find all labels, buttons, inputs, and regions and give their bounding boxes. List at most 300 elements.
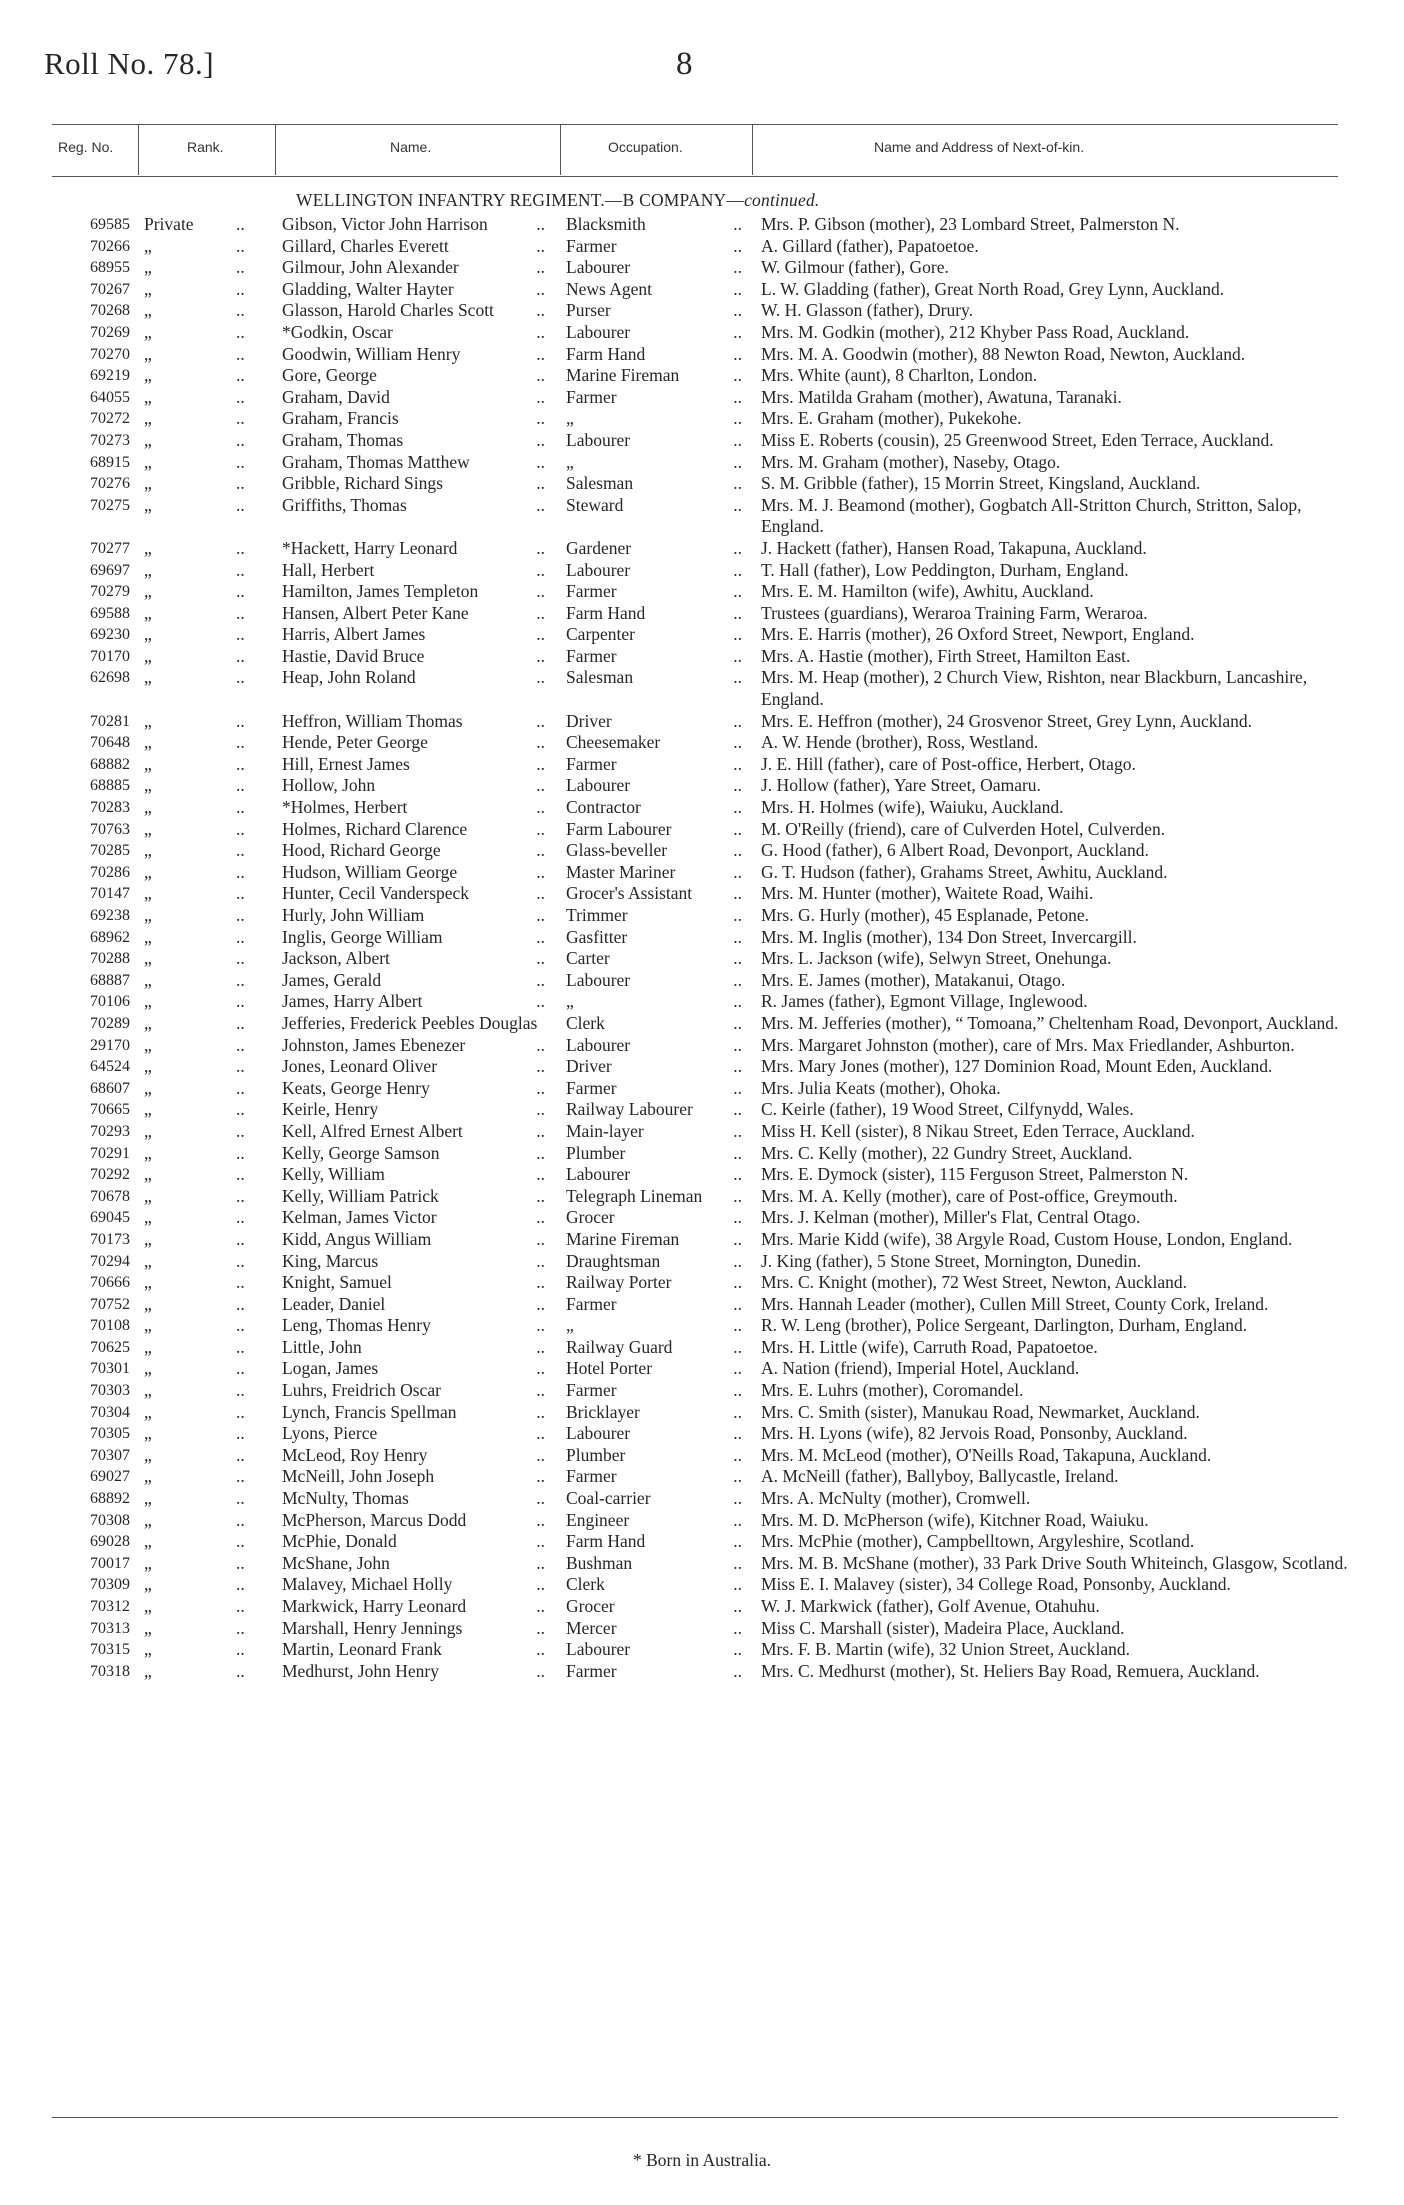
- leader-dots: [469, 603, 555, 625]
- rank-cell: [134, 1358, 277, 1380]
- soldier-name: Gribble, Richard Sings: [282, 473, 443, 494]
- soldier-name-cell: [277, 408, 561, 430]
- reg-number: 70170: [90, 647, 130, 665]
- reg-number: 70315: [90, 1641, 130, 1659]
- soldier-name: Kelly, William: [282, 1164, 385, 1185]
- occupation: „: [566, 408, 574, 429]
- rank-cell: [134, 365, 277, 387]
- leader-dots: ..: [236, 883, 245, 904]
- rank-cell: [134, 538, 277, 560]
- soldier-name-cell: [277, 300, 561, 322]
- reg-number: 68882: [90, 755, 130, 773]
- soldier-name-cell: [277, 1337, 561, 1359]
- leader-dots: [652, 1358, 752, 1380]
- leader-dots: [425, 624, 555, 646]
- next-of-kin: Mrs. M. J. Beamond (mother), Gogbatch All-Stritton Church, Stritton, Salop, England.: [761, 494, 1302, 537]
- occupation: Farmer: [566, 1077, 617, 1098]
- reg-number: 70147: [90, 885, 130, 903]
- soldier-name-cell: [277, 257, 561, 279]
- next-of-kin: Mrs. White (aunt), 8 Charlton, London.: [761, 365, 1038, 386]
- reg-number: 70270: [90, 345, 130, 363]
- rank: „: [144, 1531, 152, 1552]
- occupation-cell: [561, 538, 752, 560]
- reg-number: 70665: [90, 1101, 130, 1119]
- rank-cell: [134, 667, 277, 710]
- soldier-name: Graham, Francis: [282, 408, 399, 429]
- occupation: Labourer: [566, 321, 631, 342]
- next-of-kin: S. M. Gribble (father), 15 Morrin Street, Kingsland, Auckland.: [761, 473, 1201, 494]
- occupation-cell: [561, 797, 752, 819]
- soldier-name: Hollow, John: [282, 775, 376, 796]
- soldier-name: Hill, Ernest James: [282, 753, 410, 774]
- occupation-cell: [561, 840, 752, 862]
- leader-dots: ..: [236, 429, 245, 450]
- occupation: Master Mariner: [566, 861, 676, 882]
- occupation: Labourer: [566, 1639, 631, 1660]
- leader-dots: [617, 1078, 752, 1100]
- table-row: [0, 1574, 1404, 1596]
- occupation: Telegraph Lineman: [566, 1185, 703, 1206]
- leader-dots: [617, 1294, 752, 1316]
- leader-dots: [633, 473, 752, 495]
- table-row: [0, 1078, 1404, 1100]
- reg-number: 70293: [90, 1122, 130, 1140]
- leader-dots: ..: [236, 1272, 245, 1293]
- occupation-cell: [561, 1423, 752, 1445]
- reg-number: 70307: [90, 1446, 130, 1464]
- reg-number: 69588: [90, 604, 130, 622]
- rank: Private: [144, 214, 194, 234]
- leader-dots: [390, 1553, 555, 1575]
- occupation-cell: [561, 430, 752, 452]
- next-of-kin: J. Hackett (father), Hansen Road, Takapuna, Auckland.: [761, 537, 1147, 558]
- soldier-name-cell: [277, 322, 561, 344]
- soldier-name-cell: [277, 1099, 561, 1121]
- occupation-cell: [561, 322, 752, 344]
- reg-number: 64524: [90, 1058, 130, 1076]
- occupation-cell: [561, 300, 752, 322]
- reg-number: 70108: [90, 1317, 130, 1335]
- soldier-name: Little, John: [282, 1336, 362, 1357]
- table-row: [0, 948, 1404, 970]
- occupation: Plumber: [566, 1142, 626, 1163]
- next-of-kin: A. McNeill (father), Ballyboy, Ballycastle, Ireland.: [761, 1466, 1119, 1487]
- rank: „: [144, 559, 152, 580]
- soldier-name-cell: [277, 1229, 561, 1251]
- occupation: Steward: [566, 494, 624, 515]
- table-row: [0, 387, 1404, 409]
- leader-dots: ..: [236, 1207, 245, 1228]
- table-row: [0, 214, 1404, 236]
- occupation: Farmer: [566, 753, 617, 774]
- reg-number: 64055: [90, 388, 130, 406]
- next-of-kin: Mrs. H. Little (wife), Carruth Road, Papatoetoe.: [761, 1336, 1098, 1357]
- reg-number: 70313: [90, 1619, 130, 1637]
- rank-cell: [134, 1553, 277, 1575]
- reg-number: 70289: [90, 1014, 130, 1032]
- leader-dots: [693, 1099, 752, 1121]
- occupation-cell: [561, 775, 752, 797]
- soldier-name: Gilmour, John Alexander: [282, 257, 459, 278]
- leader-dots: ..: [236, 775, 245, 796]
- reg-number: 70276: [90, 475, 130, 493]
- soldier-name-cell: [277, 711, 561, 733]
- rank: „: [144, 710, 152, 731]
- rank-cell: [134, 1186, 277, 1208]
- occupation: Mercer: [566, 1617, 617, 1638]
- next-of-kin: Mrs. C. Kelly (mother), 22 Gundry Street, Auckland.: [761, 1142, 1133, 1163]
- occupation-cell: [561, 754, 752, 776]
- soldier-name-cell: [277, 581, 561, 603]
- leader-dots: [416, 667, 555, 689]
- occupation-cell: [561, 711, 752, 733]
- occupation-cell: [561, 1510, 752, 1532]
- leader-dots: ..: [236, 1077, 245, 1098]
- next-of-kin: Trustees (guardians), Weraroa Training Farm, Weraroa.: [761, 602, 1148, 623]
- leader-dots: [437, 1207, 555, 1229]
- leader-dots: [381, 970, 555, 992]
- rank-cell: [134, 1639, 277, 1661]
- soldier-name-cell: [277, 1423, 561, 1445]
- rank-cell: [134, 495, 277, 538]
- reg-number: 70304: [90, 1403, 130, 1421]
- reg-number: 70269: [90, 323, 130, 341]
- leader-dots: [615, 1596, 752, 1618]
- reg-number: 70277: [90, 539, 130, 557]
- occupation: Blacksmith: [566, 214, 646, 234]
- soldier-name-cell: [277, 452, 561, 474]
- table-row: [0, 667, 1404, 710]
- next-of-kin: Mrs. P. Gibson (mother), 23 Lombard Street, Palmerston N.: [761, 214, 1180, 234]
- leader-dots: ..: [236, 473, 245, 494]
- leader-dots: [671, 819, 752, 841]
- table-row: [0, 991, 1404, 1013]
- next-of-kin: J. E. Hill (father), care of Post-office, Herbert, Otago.: [761, 753, 1136, 774]
- occupation-cell: [561, 1229, 752, 1251]
- occupation-cell: [561, 1099, 752, 1121]
- next-of-kin: Mrs. H. Lyons (wife), 82 Jervois Road, Ponsonby, Auckland.: [761, 1423, 1188, 1444]
- occupation: Glass-beveller: [566, 840, 668, 861]
- section-suffix: continued.: [744, 190, 820, 210]
- rank-cell: [134, 1294, 277, 1316]
- occupation: Bricklayer: [566, 1401, 640, 1422]
- soldier-name: Knight, Samuel: [282, 1272, 392, 1293]
- table-row: [0, 1553, 1404, 1575]
- next-of-kin: R. W. Leng (brother), Police Sergeant, Darlington, Durham, England.: [761, 1315, 1248, 1336]
- occupation: Cheesemaker: [566, 732, 661, 753]
- next-of-kin: Mrs. E. M. Hamilton (wife), Awhitu, Auckland.: [761, 581, 1094, 602]
- rank-cell: [134, 1229, 277, 1251]
- soldier-name-cell: [277, 473, 561, 495]
- soldier-name: Griffiths, Thomas: [282, 494, 407, 515]
- rank: „: [144, 1207, 152, 1228]
- occupation: Railway Labourer: [566, 1099, 693, 1120]
- rank-cell: [134, 905, 277, 927]
- leader-dots: ..: [236, 408, 245, 429]
- leader-dots: [385, 1164, 555, 1186]
- soldier-name: Holmes, Richard Clarence: [282, 818, 468, 839]
- soldier-name: Martin, Leonard Frank: [282, 1639, 442, 1660]
- rank: „: [144, 991, 152, 1012]
- soldier-name-cell: [277, 1466, 561, 1488]
- leader-dots: ..: [236, 1336, 245, 1357]
- leader-dots: ..: [236, 581, 245, 602]
- occupation: Railway Guard: [566, 1336, 673, 1357]
- table-row: [0, 1358, 1404, 1380]
- soldier-name: Inglis, George William: [282, 926, 443, 947]
- leader-dots: [631, 538, 752, 560]
- rank: „: [144, 1509, 152, 1530]
- table-row: [0, 257, 1404, 279]
- column-divider: [275, 124, 276, 175]
- table-row: [0, 1143, 1404, 1165]
- next-of-kin: Mrs. M. A. Kelly (mother), care of Post-office, Greymouth.: [761, 1185, 1178, 1206]
- table-row: [0, 1056, 1404, 1078]
- leader-dots: [431, 1315, 555, 1337]
- soldier-name: Graham, David: [282, 386, 390, 407]
- soldier-name: Jackson, Albert: [282, 948, 390, 969]
- next-of-kin: Mrs. L. Jackson (wife), Selwyn Street, Onehunga.: [761, 948, 1112, 969]
- next-of-kin: Mrs. M. McLeod (mother), O'Neills Road, Takapuna, Auckland.: [761, 1444, 1212, 1465]
- occupation-cell: [561, 883, 752, 905]
- rank-cell: [134, 1510, 277, 1532]
- leader-dots: ..: [236, 905, 245, 925]
- leader-dots: [424, 646, 555, 668]
- rank: „: [144, 1336, 152, 1357]
- leader-dots: [377, 1423, 555, 1445]
- occupation: Clerk: [566, 1574, 605, 1595]
- leader-dots: [651, 1488, 752, 1510]
- occupation-cell: [561, 495, 752, 538]
- soldier-name-cell: [277, 1596, 561, 1618]
- soldier-name: Glasson, Harold Charles Scott: [282, 300, 494, 321]
- leader-dots: [667, 840, 752, 862]
- rank: „: [144, 1056, 152, 1077]
- soldier-name-cell: [277, 775, 561, 797]
- soldier-name-cell: [277, 538, 561, 560]
- rank-cell: [134, 430, 277, 452]
- rank: „: [144, 1272, 152, 1293]
- occupation: Labourer: [566, 257, 631, 278]
- soldier-name: Hansen, Albert Peter Kane: [282, 602, 469, 623]
- leader-dots: [437, 1056, 555, 1078]
- soldier-name: James, Harry Albert: [282, 991, 423, 1012]
- rank: „: [144, 969, 152, 990]
- leader-dots: [702, 1186, 752, 1208]
- occupation-cell: [561, 862, 752, 884]
- occupation-cell: [561, 646, 752, 668]
- rank-cell: [134, 214, 277, 236]
- next-of-kin: Mrs. E. James (mother), Matakanui, Otago.: [761, 969, 1066, 990]
- bottom-rule: [52, 2117, 1338, 2118]
- soldier-name-cell: [277, 1121, 561, 1143]
- soldier-name-cell: [277, 862, 561, 884]
- occupation-cell: [561, 1056, 752, 1078]
- leader-dots: [605, 1013, 752, 1035]
- column-divider: [138, 124, 139, 175]
- next-of-kin: Mrs. McPhie (mother), Campbelltown, Argyleshire, Scotland.: [761, 1531, 1195, 1552]
- leader-dots: ..: [236, 1488, 245, 1509]
- soldier-name-cell: [277, 1531, 561, 1553]
- soldier-name-cell: [277, 991, 561, 1013]
- soldier-name: *Godkin, Oscar: [282, 321, 393, 342]
- leader-dots: [630, 322, 752, 344]
- occupation-cell: [561, 1207, 752, 1229]
- next-of-kin: Mrs. M. B. McShane (mother), 33 Park Drive South Whiteinch, Glasgow, Scotland.: [761, 1552, 1348, 1573]
- occupation: Farmer: [566, 645, 617, 666]
- soldier-name-cell: [277, 603, 561, 625]
- leader-dots: [430, 1078, 555, 1100]
- rank-cell: [134, 948, 277, 970]
- reg-number: 70625: [90, 1338, 130, 1356]
- soldier-name-cell: [277, 646, 561, 668]
- occupation-cell: [561, 1445, 752, 1467]
- table-row: [0, 430, 1404, 452]
- table-row: [0, 1661, 1404, 1683]
- table-row: [0, 840, 1404, 862]
- leader-dots: ..: [236, 732, 245, 753]
- leader-dots: ..: [236, 235, 245, 256]
- soldier-name-cell: [277, 754, 561, 776]
- rank-cell: [134, 1207, 277, 1229]
- soldier-name-cell: [277, 1618, 561, 1640]
- soldier-name-cell: [277, 1380, 561, 1402]
- next-of-kin: Mrs. E. Harris (mother), 26 Oxford Street, Newport, England.: [761, 624, 1195, 645]
- occupation-cell: [561, 1078, 752, 1100]
- table-row: [0, 1186, 1404, 1208]
- soldier-name-cell: [277, 214, 561, 236]
- soldier-name: McPherson, Marcus Dodd: [282, 1509, 467, 1530]
- soldier-name: Logan, James: [282, 1358, 379, 1379]
- reg-number: 70678: [90, 1187, 130, 1205]
- leader-dots: [442, 1639, 555, 1661]
- occupation: Engineer: [566, 1509, 630, 1530]
- leader-dots: [431, 1229, 555, 1251]
- table-row: [0, 970, 1404, 992]
- leader-dots: ..: [236, 1142, 245, 1163]
- soldier-name: Hamilton, James Templeton: [282, 581, 479, 602]
- leader-dots: [443, 927, 556, 949]
- soldier-name-cell: [277, 1207, 561, 1229]
- leader-dots: [424, 905, 555, 927]
- reg-number: 69238: [90, 907, 130, 924]
- reg-number: 70273: [90, 431, 130, 449]
- reg-number: 70266: [90, 237, 130, 255]
- soldier-name-cell: [277, 1013, 561, 1035]
- occupation-cell: [561, 1315, 752, 1337]
- reg-number: 29170: [90, 1036, 130, 1054]
- soldier-name-cell: [277, 732, 561, 754]
- soldier-name-cell: [277, 387, 561, 409]
- rank-cell: [134, 408, 277, 430]
- next-of-kin: Mrs. M. Inglis (mother), 134 Don Street, Invercargill.: [761, 926, 1137, 947]
- rank: „: [144, 1617, 152, 1638]
- rank: „: [144, 818, 152, 839]
- soldier-name: Jones, Leonard Oliver: [282, 1056, 438, 1077]
- rank-cell: [134, 300, 277, 322]
- occupation-cell: [561, 1488, 752, 1510]
- rank: „: [144, 473, 152, 494]
- leader-dots: ..: [236, 1293, 245, 1314]
- table-row: [0, 1445, 1404, 1467]
- reg-number: 68885: [90, 777, 130, 795]
- soldier-name-cell: [277, 1143, 561, 1165]
- occupation-cell: [561, 927, 752, 949]
- leader-dots: [617, 1618, 752, 1640]
- occupation: Grocer's Assistant: [566, 883, 693, 904]
- occupation: Contractor: [566, 797, 641, 818]
- table-row: [0, 711, 1404, 733]
- rank: „: [144, 1034, 152, 1055]
- occupation: Farm Labourer: [566, 818, 672, 839]
- rank: „: [144, 537, 152, 558]
- occupation: „: [566, 1315, 574, 1336]
- rank: „: [144, 321, 152, 342]
- soldier-name: Lynch, Francis Spellman: [282, 1401, 457, 1422]
- leader-dots: [377, 365, 555, 387]
- reg-number: 70291: [90, 1144, 130, 1162]
- occupation-cell: [561, 1143, 752, 1165]
- soldier-name-cell: [277, 1186, 561, 1208]
- next-of-kin: Mrs. M. Godkin (mother), 212 Khyber Pass Road, Auckland.: [761, 321, 1190, 342]
- leader-dots: [633, 667, 752, 689]
- occupation: Grocer: [566, 1207, 615, 1228]
- occupation: Driver: [566, 710, 612, 731]
- soldier-name: Keats, George Henry: [282, 1077, 430, 1098]
- occupation-cell: [561, 473, 752, 495]
- leader-dots: ..: [236, 300, 245, 321]
- soldier-name-cell: [277, 1358, 561, 1380]
- table-row: [0, 1639, 1404, 1661]
- soldier-name: Heap, John Roland: [282, 667, 416, 688]
- rank: „: [144, 235, 152, 256]
- soldier-name: Kelly, George Samson: [282, 1142, 440, 1163]
- rank-cell: [134, 840, 277, 862]
- next-of-kin: A. Gillard (father), Papatoetoe.: [761, 235, 979, 256]
- occupation-cell: [561, 279, 752, 301]
- rank-cell: [134, 1121, 277, 1143]
- reg-number: 70309: [90, 1576, 130, 1594]
- leader-dots: [362, 1337, 555, 1359]
- leader-dots: ..: [236, 861, 245, 882]
- rank: „: [144, 1293, 152, 1314]
- leader-dots: [410, 754, 555, 776]
- soldier-name-cell: [277, 1078, 561, 1100]
- reg-number: 69585: [90, 216, 130, 233]
- soldier-name-cell: [277, 927, 561, 949]
- soldier-name: Graham, Thomas: [282, 429, 404, 450]
- leader-dots: ..: [236, 278, 245, 299]
- soldier-name-cell: [277, 1294, 561, 1316]
- soldier-name-cell: [277, 1639, 561, 1661]
- leader-dots: [494, 300, 555, 322]
- next-of-kin: M. O'Reilly (friend), care of Culverden Hotel, Culverden.: [761, 818, 1166, 839]
- soldier-name: James, Gerald: [282, 969, 382, 990]
- rank-cell: [134, 236, 277, 258]
- leader-dots: ..: [236, 537, 245, 558]
- leader-dots: [422, 991, 555, 1013]
- reg-number: 70106: [90, 993, 130, 1011]
- leader-dots: [390, 387, 555, 409]
- occupation: Purser: [566, 300, 611, 321]
- next-of-kin: Mrs. E. Graham (mother), Pukekohe.: [761, 408, 1022, 429]
- rank: „: [144, 278, 152, 299]
- occupation: Labourer: [566, 1423, 631, 1444]
- leader-dots: ..: [236, 1444, 245, 1465]
- table-row: [0, 538, 1404, 560]
- occupation: „: [566, 991, 574, 1012]
- soldier-name: Hood, Richard George: [282, 840, 441, 861]
